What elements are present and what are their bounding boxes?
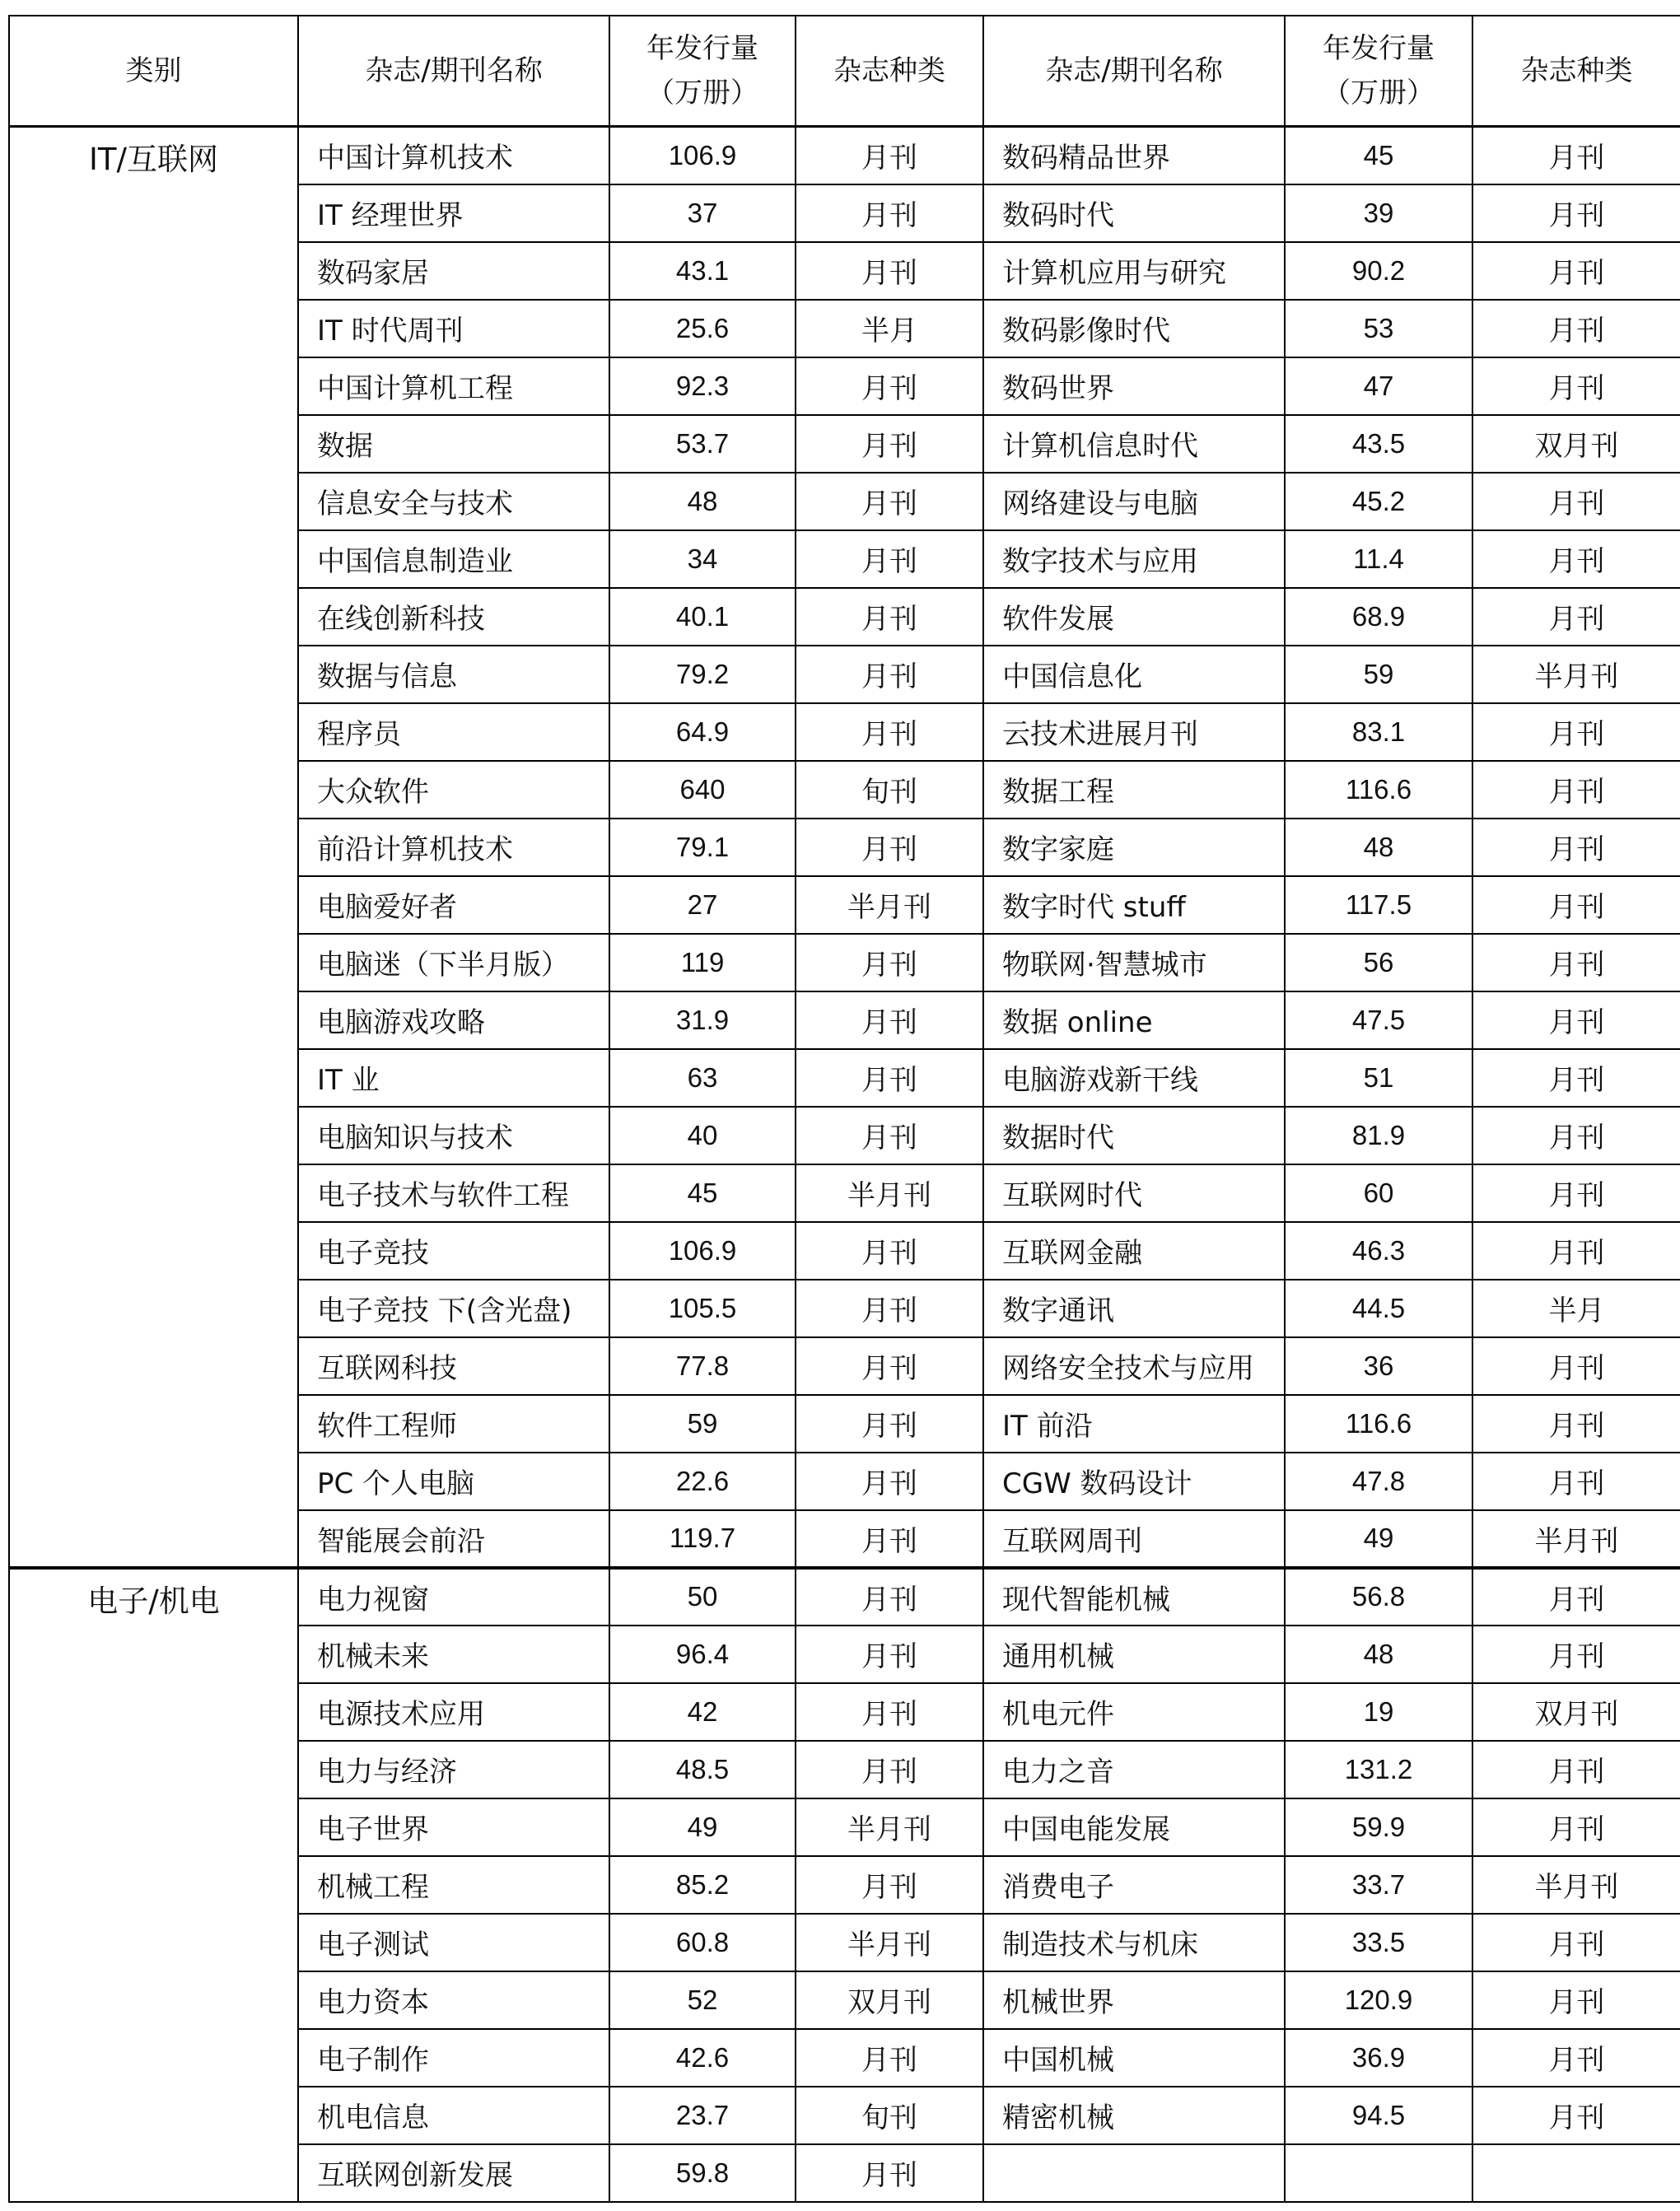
magazine-type-left: 月刊	[796, 530, 983, 588]
magazine-type-left: 月刊	[796, 1856, 983, 1914]
magazine-name-right	[983, 2144, 1285, 2202]
header-circulation-line2: （万册）	[1323, 77, 1435, 110]
header-category: 类别	[9, 16, 298, 127]
magazine-name-right: 制造技术与机床	[983, 1914, 1285, 1971]
magazine-name-left: 互联网创新发展	[298, 2144, 609, 2202]
magazine-name-left: 电子制作	[298, 2029, 609, 2087]
magazine-name-left: 电子测试	[298, 1914, 609, 1971]
circulation-right: 53	[1285, 300, 1472, 357]
magazine-type-right: 月刊	[1472, 1107, 1680, 1164]
circulation-left: 59.8	[609, 2144, 796, 2202]
circulation-right: 116.6	[1285, 1395, 1472, 1453]
magazine-type-right: 月刊	[1472, 2029, 1680, 2087]
magazine-name-right: 现代智能机械	[983, 1568, 1285, 1626]
circulation-right: 83.1	[1285, 703, 1472, 761]
magazine-name-right: 通用机械	[983, 1626, 1285, 1683]
header-type-left: 杂志种类	[796, 16, 983, 127]
magazine-name-right: 数码影像时代	[983, 300, 1285, 357]
table-body	[9, 127, 1680, 2202]
magazine-table	[8, 15, 1680, 2203]
magazine-type-left: 月刊	[796, 1683, 983, 1741]
circulation-left: 31.9	[609, 991, 796, 1049]
magazine-type-left: 月刊	[796, 934, 983, 991]
circulation-left: 92.3	[609, 357, 796, 415]
magazine-type-right: 月刊	[1472, 242, 1680, 300]
circulation-right: 56.8	[1285, 1568, 1472, 1626]
magazine-name-right: 数据工程	[983, 761, 1285, 819]
magazine-type-right: 月刊	[1472, 127, 1680, 184]
magazine-type-left: 半月刊	[796, 1798, 983, 1856]
magazine-name-left: 电脑游戏攻略	[298, 991, 609, 1049]
magazine-name-left: 中国计算机工程	[298, 357, 609, 415]
magazine-type-left: 旬刊	[796, 761, 983, 819]
circulation-left: 45	[609, 1164, 796, 1222]
circulation-left: 77.8	[609, 1337, 796, 1395]
circulation-left: 119.7	[609, 1510, 796, 1568]
header-circulation-line1: 年发行量	[646, 32, 758, 65]
circulation-right: 47.5	[1285, 991, 1472, 1049]
magazine-type-left: 月刊	[796, 184, 983, 242]
magazine-name-left: 电力与经济	[298, 1741, 609, 1798]
circulation-right: 59	[1285, 646, 1472, 703]
circulation-right: 45.2	[1285, 473, 1472, 530]
magazine-name-right: 数字家庭	[983, 819, 1285, 876]
magazine-name-left: 智能展会前沿	[298, 1510, 609, 1568]
magazine-name-left: 电子技术与软件工程	[298, 1164, 609, 1222]
magazine-name-right: 互联网周刊	[983, 1510, 1285, 1568]
circulation-right: 44.5	[1285, 1280, 1472, 1337]
magazine-type-left: 月刊	[796, 646, 983, 703]
magazine-name-right: 中国机械	[983, 2029, 1285, 2087]
header-circulation-line1: 年发行量	[1323, 32, 1435, 65]
magazine-type-left: 月刊	[796, 1568, 983, 1626]
circulation-left: 27	[609, 876, 796, 934]
magazine-name-right: IT 前沿	[983, 1395, 1285, 1453]
magazine-name-left: 程序员	[298, 703, 609, 761]
header-circulation-left	[609, 16, 796, 127]
magazine-type-right: 月刊	[1472, 588, 1680, 646]
magazine-name-left: 机电信息	[298, 2087, 609, 2144]
magazine-name-left: 中国计算机技术	[298, 127, 609, 184]
header-name-right: 杂志/期刊名称	[983, 16, 1285, 127]
magazine-type-left: 月刊	[796, 1741, 983, 1798]
circulation-right: 120.9	[1285, 1971, 1472, 2029]
circulation-right: 68.9	[1285, 588, 1472, 646]
magazine-name-right: 计算机应用与研究	[983, 242, 1285, 300]
table-row	[9, 1568, 1680, 1626]
magazine-type-right: 半月刊	[1472, 1510, 1680, 1568]
circulation-left: 96.4	[609, 1626, 796, 1683]
circulation-left: 22.6	[609, 1453, 796, 1510]
magazine-name-left: 前沿计算机技术	[298, 819, 609, 876]
magazine-name-right: 机械世界	[983, 1971, 1285, 2029]
circulation-left: 119	[609, 934, 796, 991]
circulation-right: 45	[1285, 127, 1472, 184]
circulation-right: 33.5	[1285, 1914, 1472, 1971]
circulation-right: 90.2	[1285, 242, 1472, 300]
magazine-type-right: 半月	[1472, 1280, 1680, 1337]
circulation-left: 60.8	[609, 1914, 796, 1971]
magazine-name-left: 互联网科技	[298, 1337, 609, 1395]
header-row	[9, 16, 1680, 127]
magazine-name-right: 互联网金融	[983, 1222, 1285, 1280]
magazine-name-right: 数据 online	[983, 991, 1285, 1049]
magazine-type-right: 月刊	[1472, 357, 1680, 415]
magazine-type-right: 月刊	[1472, 819, 1680, 876]
magazine-type-left: 月刊	[796, 415, 983, 473]
magazine-type-right: 月刊	[1472, 876, 1680, 934]
magazine-name-right: 数字通讯	[983, 1280, 1285, 1337]
magazine-type-left: 月刊	[796, 2029, 983, 2087]
magazine-name-left: 信息安全与技术	[298, 473, 609, 530]
circulation-left: 64.9	[609, 703, 796, 761]
magazine-name-left: 电脑迷（下半月版）	[298, 934, 609, 991]
magazine-name-left: 电力视窗	[298, 1568, 609, 1626]
magazine-name-left: IT 经理世界	[298, 184, 609, 242]
circulation-right: 116.6	[1285, 761, 1472, 819]
magazine-name-right: 电脑游戏新干线	[983, 1049, 1285, 1107]
magazine-name-left: 数码家居	[298, 242, 609, 300]
circulation-left: 106.9	[609, 1222, 796, 1280]
magazine-type-left: 月刊	[796, 1049, 983, 1107]
magazine-type-left: 月刊	[796, 991, 983, 1049]
magazine-type-left: 月刊	[796, 357, 983, 415]
header-circulation-line2: （万册）	[646, 77, 758, 110]
magazine-name-right: 数码时代	[983, 184, 1285, 242]
magazine-name-right: 互联网时代	[983, 1164, 1285, 1222]
header-circulation-right	[1285, 16, 1472, 127]
circulation-left: 42.6	[609, 2029, 796, 2087]
circulation-left: 105.5	[609, 1280, 796, 1337]
magazine-type-right: 月刊	[1472, 761, 1680, 819]
magazine-name-right: 电力之音	[983, 1741, 1285, 1798]
magazine-name-left: 电力资本	[298, 1971, 609, 2029]
category-cell: 电子/机电	[9, 1568, 298, 2202]
magazine-name-left: 电子竞技	[298, 1222, 609, 1280]
magazine-type-left: 旬刊	[796, 2087, 983, 2144]
circulation-left: 59	[609, 1395, 796, 1453]
magazine-name-left: 电脑爱好者	[298, 876, 609, 934]
circulation-right: 11.4	[1285, 530, 1472, 588]
circulation-left: 79.2	[609, 646, 796, 703]
magazine-type-left: 月刊	[796, 1453, 983, 1510]
magazine-name-right: 数据时代	[983, 1107, 1285, 1164]
magazine-type-right	[1472, 2144, 1680, 2202]
circulation-right: 43.5	[1285, 415, 1472, 473]
magazine-type-right: 月刊	[1472, 1568, 1680, 1626]
magazine-type-right: 月刊	[1472, 2087, 1680, 2144]
magazine-type-left: 月刊	[796, 1337, 983, 1395]
magazine-type-left: 月刊	[796, 819, 983, 876]
circulation-left: 640	[609, 761, 796, 819]
magazine-type-right: 月刊	[1472, 1453, 1680, 1510]
magazine-type-right: 月刊	[1472, 1798, 1680, 1856]
circulation-right: 131.2	[1285, 1741, 1472, 1798]
circulation-right: 36.9	[1285, 2029, 1472, 2087]
magazine-name-right: 软件发展	[983, 588, 1285, 646]
circulation-right: 48	[1285, 819, 1472, 876]
magazine-name-right: 数码精品世界	[983, 127, 1285, 184]
circulation-left: 53.7	[609, 415, 796, 473]
magazine-type-right: 月刊	[1472, 1914, 1680, 1971]
circulation-left: 23.7	[609, 2087, 796, 2144]
magazine-name-right: 精密机械	[983, 2087, 1285, 2144]
magazine-type-left: 月刊	[796, 1510, 983, 1568]
circulation-right: 56	[1285, 934, 1472, 991]
circulation-left: 106.9	[609, 127, 796, 184]
magazine-name-left: IT 时代周刊	[298, 300, 609, 357]
magazine-type-left: 月刊	[796, 1107, 983, 1164]
magazine-type-right: 双月刊	[1472, 1683, 1680, 1741]
table-row	[9, 127, 1680, 184]
magazine-name-left: PC 个人电脑	[298, 1453, 609, 1510]
circulation-left: 40.1	[609, 588, 796, 646]
magazine-name-left: 数据与信息	[298, 646, 609, 703]
circulation-right: 33.7	[1285, 1856, 1472, 1914]
magazine-type-right: 月刊	[1472, 934, 1680, 991]
magazine-type-right: 月刊	[1472, 1337, 1680, 1395]
magazine-type-right: 月刊	[1472, 184, 1680, 242]
circulation-right: 59.9	[1285, 1798, 1472, 1856]
circulation-right: 47	[1285, 357, 1472, 415]
magazine-name-left: 在线创新科技	[298, 588, 609, 646]
magazine-type-right: 月刊	[1472, 300, 1680, 357]
circulation-left: 50	[609, 1568, 796, 1626]
circulation-right: 60	[1285, 1164, 1472, 1222]
circulation-right: 39	[1285, 184, 1472, 242]
magazine-name-left: 电源技术应用	[298, 1683, 609, 1741]
circulation-left: 40	[609, 1107, 796, 1164]
magazine-name-right: CGW 数码设计	[983, 1453, 1285, 1510]
magazine-name-right: 网络建设与电脑	[983, 473, 1285, 530]
magazine-name-right: 物联网·智慧城市	[983, 934, 1285, 991]
magazine-type-right: 月刊	[1472, 530, 1680, 588]
magazine-name-left: 机械未来	[298, 1626, 609, 1683]
circulation-right: 51	[1285, 1049, 1472, 1107]
magazine-name-left: 大众软件	[298, 761, 609, 819]
circulation-right: 19	[1285, 1683, 1472, 1741]
magazine-name-left: 软件工程师	[298, 1395, 609, 1453]
magazine-name-right: 消费电子	[983, 1856, 1285, 1914]
magazine-name-right: 数码世界	[983, 357, 1285, 415]
circulation-right: 49	[1285, 1510, 1472, 1568]
magazine-name-left: 电子世界	[298, 1798, 609, 1856]
magazine-type-left: 半月刊	[796, 876, 983, 934]
circulation-left: 48	[609, 473, 796, 530]
circulation-right: 117.5	[1285, 876, 1472, 934]
magazine-type-left: 月刊	[796, 588, 983, 646]
circulation-left: 49	[609, 1798, 796, 1856]
magazine-type-right: 月刊	[1472, 1049, 1680, 1107]
circulation-left: 52	[609, 1971, 796, 2029]
circulation-right: 48	[1285, 1626, 1472, 1683]
magazine-type-right: 月刊	[1472, 1626, 1680, 1683]
circulation-left: 42	[609, 1683, 796, 1741]
magazine-type-right: 半月刊	[1472, 646, 1680, 703]
magazine-name-left: 电子竞技 下(含光盘)	[298, 1280, 609, 1337]
circulation-left: 25.6	[609, 300, 796, 357]
magazine-name-left: IT 业	[298, 1049, 609, 1107]
magazine-type-right: 月刊	[1472, 991, 1680, 1049]
magazine-type-right: 月刊	[1472, 1971, 1680, 2029]
magazine-type-right: 月刊	[1472, 1741, 1680, 1798]
magazine-name-left: 数据	[298, 415, 609, 473]
circulation-left: 63	[609, 1049, 796, 1107]
header-type-right: 杂志种类	[1472, 16, 1680, 127]
magazine-type-left: 月刊	[796, 1626, 983, 1683]
circulation-left: 48.5	[609, 1741, 796, 1798]
magazine-name-right: 中国电能发展	[983, 1798, 1285, 1856]
circulation-left: 79.1	[609, 819, 796, 876]
circulation-right: 36	[1285, 1337, 1472, 1395]
circulation-right: 81.9	[1285, 1107, 1472, 1164]
magazine-type-right: 双月刊	[1472, 415, 1680, 473]
magazine-name-left: 机械工程	[298, 1856, 609, 1914]
magazine-type-right: 月刊	[1472, 1164, 1680, 1222]
magazine-name-left: 电脑知识与技术	[298, 1107, 609, 1164]
magazine-type-right: 半月刊	[1472, 1856, 1680, 1914]
category-cell: IT/互联网	[9, 127, 298, 1568]
magazine-name-right: 中国信息化	[983, 646, 1285, 703]
circulation-left: 34	[609, 530, 796, 588]
magazine-type-left: 半月刊	[796, 1164, 983, 1222]
magazine-type-right: 月刊	[1472, 703, 1680, 761]
magazine-name-right: 网络安全技术与应用	[983, 1337, 1285, 1395]
magazine-type-left: 月刊	[796, 127, 983, 184]
circulation-left: 85.2	[609, 1856, 796, 1914]
circulation-left: 37	[609, 184, 796, 242]
magazine-type-left: 月刊	[796, 242, 983, 300]
magazine-type-left: 月刊	[796, 703, 983, 761]
table-header	[9, 16, 1680, 127]
circulation-right: 47.8	[1285, 1453, 1472, 1510]
magazine-type-left: 月刊	[796, 473, 983, 530]
magazine-name-right: 数字技术与应用	[983, 530, 1285, 588]
magazine-type-right: 月刊	[1472, 473, 1680, 530]
magazine-type-left: 月刊	[796, 1222, 983, 1280]
magazine-name-right: 机电元件	[983, 1683, 1285, 1741]
circulation-right	[1285, 2144, 1472, 2202]
magazine-type-right: 月刊	[1472, 1222, 1680, 1280]
circulation-left: 43.1	[609, 242, 796, 300]
magazine-name-left: 中国信息制造业	[298, 530, 609, 588]
magazine-type-left: 月刊	[796, 2144, 983, 2202]
header-name-left: 杂志/期刊名称	[298, 16, 609, 127]
magazine-name-right: 计算机信息时代	[983, 415, 1285, 473]
circulation-right: 46.3	[1285, 1222, 1472, 1280]
magazine-name-right: 云技术进展月刊	[983, 703, 1285, 761]
magazine-type-left: 双月刊	[796, 1971, 983, 2029]
magazine-type-right: 月刊	[1472, 1395, 1680, 1453]
magazine-type-left: 半月刊	[796, 1914, 983, 1971]
magazine-type-left: 月刊	[796, 1395, 983, 1453]
magazine-type-left: 半月	[796, 300, 983, 357]
circulation-right: 94.5	[1285, 2087, 1472, 2144]
magazine-name-right: 数字时代 stuff	[983, 876, 1285, 934]
magazine-type-left: 月刊	[796, 1280, 983, 1337]
